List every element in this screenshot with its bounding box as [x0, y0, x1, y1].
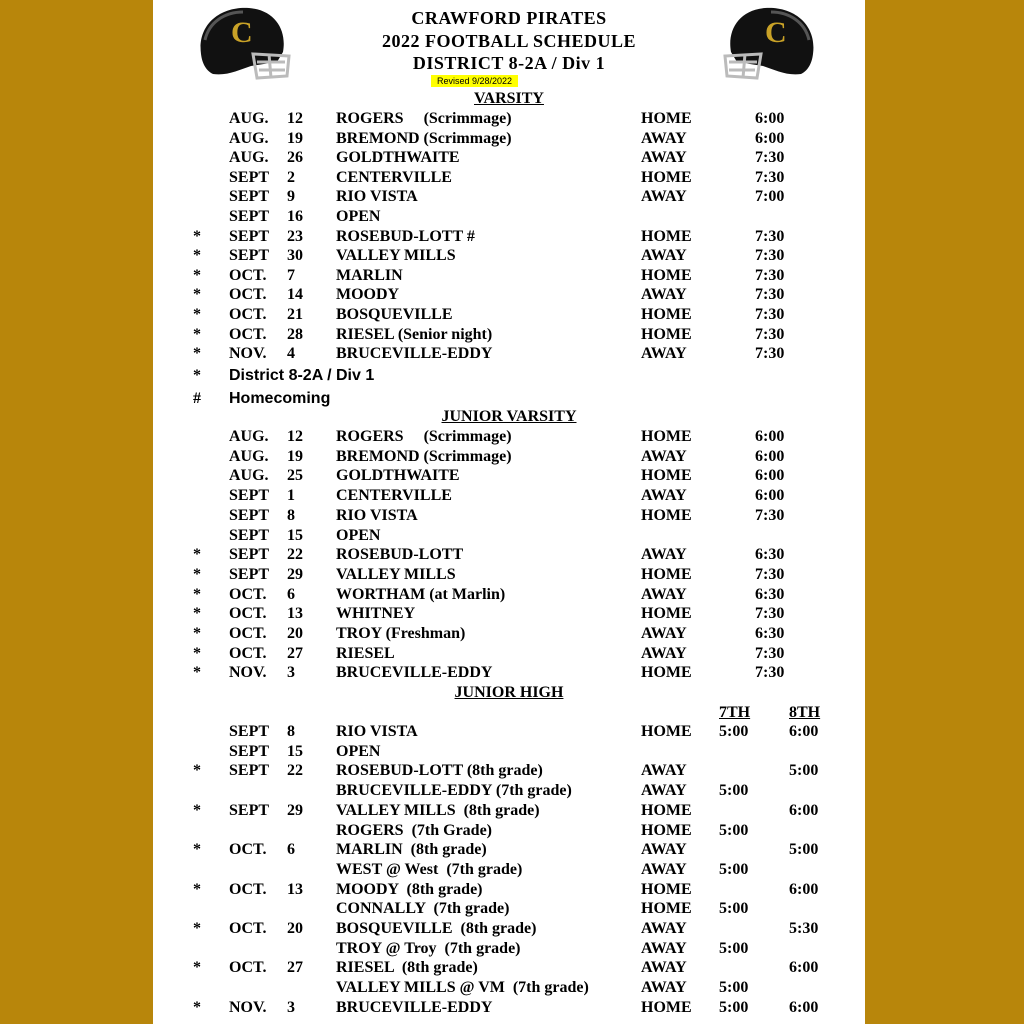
row-opponent: WORTHAM (at Marlin) [336, 585, 506, 603]
row-mark: * [193, 959, 201, 977]
row-time: 7:30 [755, 247, 785, 265]
row-mark: * [193, 762, 201, 780]
jh-row [153, 881, 865, 901]
row-location: AWAY [641, 447, 687, 465]
row-mark: * [193, 227, 201, 245]
row-location: HOME [641, 821, 692, 839]
row-mark: * [193, 625, 201, 642]
row-day: 19 [287, 129, 303, 147]
jv-row [153, 586, 865, 606]
row-month: SEPT [229, 742, 270, 760]
row-location: AWAY [641, 546, 687, 564]
row-location: AWAY [641, 625, 687, 642]
row-time: 6:00 [755, 428, 785, 445]
row-time: 7:30 [755, 266, 785, 284]
row-location: HOME [641, 506, 692, 524]
section-title-jv: JUNIOR VARSITY [441, 408, 577, 425]
row-time: 7:30 [755, 227, 785, 245]
jv-row [153, 428, 865, 448]
row-month: NOV. [229, 664, 267, 682]
varsity-row [153, 208, 865, 228]
row-day: 3 [287, 664, 295, 682]
row-month: SEPT [229, 227, 270, 245]
varsity-row [153, 149, 865, 169]
row-day: 16 [287, 208, 303, 225]
title-line-3: DISTRICT 8-2A / Div 1 [412, 53, 606, 73]
row-month: AUG. [229, 149, 269, 167]
helmet-letter-left: C [231, 16, 253, 49]
row-location: AWAY [641, 860, 687, 878]
row-opponent: OPEN [336, 208, 381, 225]
jv-row [153, 645, 865, 665]
jv-row [153, 546, 865, 566]
row-day: 30 [287, 247, 303, 265]
row-location: AWAY [641, 129, 687, 147]
row-day: 14 [287, 286, 303, 304]
row-day: 26 [287, 149, 303, 167]
row-location: AWAY [641, 345, 687, 363]
row-month: AUG. [229, 129, 269, 147]
row-mark: * [193, 286, 201, 304]
row-opponent: BOSQUEVILLE (8th grade) [336, 920, 537, 937]
row-location: AWAY [641, 959, 687, 977]
row-day: 3 [287, 998, 295, 1016]
row-month: OCT. [229, 325, 267, 343]
row-opponent: GOLDTHWAITE [336, 467, 460, 485]
row-day: 20 [287, 625, 303, 642]
row-day: 4 [287, 345, 295, 363]
row-time: 7:30 [755, 506, 785, 524]
row-opponent: VALLEY MILLS [336, 247, 456, 265]
row-month: SEPT [229, 487, 270, 505]
row-opponent: ROGERS (Scrimmage) [336, 428, 512, 445]
row-opponent: VALLEY MILLS [336, 565, 456, 583]
row-day: 21 [287, 306, 303, 323]
row-location: AWAY [641, 979, 687, 997]
row-location: AWAY [641, 920, 687, 937]
row-month: SEPT [229, 565, 270, 583]
row-time: 7:30 [755, 565, 785, 583]
row-mark: * [193, 247, 201, 265]
row-opponent: TROY (Freshman) [336, 625, 466, 642]
row-time-7th: 5:00 [719, 821, 749, 839]
col-7th-header: 7TH [719, 704, 751, 721]
jv-row [153, 625, 865, 645]
row-opponent: VALLEY MILLS @ VM (7th grade) [336, 979, 589, 997]
row-opponent: OPEN [336, 742, 381, 760]
row-time-7th: 5:00 [719, 900, 749, 918]
row-mark: * [193, 306, 201, 323]
row-mark: * [193, 546, 201, 564]
row-day: 6 [287, 585, 295, 603]
row-time-7th: 5:00 [719, 998, 749, 1016]
row-day: 29 [287, 801, 303, 819]
row-opponent: RIO VISTA [336, 723, 418, 740]
row-time-7th: 5:00 [719, 979, 749, 997]
row-location: AWAY [641, 644, 687, 662]
row-location: HOME [641, 467, 692, 485]
row-opponent: GOLDTHWAITE [336, 149, 460, 167]
row-day: 23 [287, 227, 303, 245]
row-day: 7 [287, 266, 295, 284]
row-month: SEPT [229, 526, 270, 544]
row-location: AWAY [641, 149, 687, 167]
row-opponent: MARLIN [336, 266, 403, 284]
row-time: 6:00 [755, 110, 785, 127]
row-month: SEPT [229, 168, 270, 186]
row-mark: * [193, 880, 201, 898]
row-time-8th: 6:00 [789, 801, 819, 819]
row-opponent: BRUCEVILLE-EDDY [336, 664, 493, 682]
row-mark: * [193, 644, 201, 662]
row-day: 2 [287, 168, 295, 186]
row-month: AUG. [229, 428, 269, 445]
row-day: 12 [287, 110, 303, 127]
row-time-8th: 5:30 [789, 920, 819, 937]
note-text: District 8-2A / Div 1 [229, 367, 375, 384]
row-day: 15 [287, 526, 303, 544]
row-day: 12 [287, 428, 303, 445]
row-day: 8 [287, 506, 295, 524]
row-time: 6:30 [755, 625, 785, 642]
jh-row [153, 723, 865, 743]
varsity-row [153, 267, 865, 287]
note-row [153, 367, 865, 387]
section-title-junior-high: JUNIOR HIGH [454, 684, 564, 701]
row-mark: * [193, 345, 201, 363]
jv-row [153, 605, 865, 625]
row-opponent: MOODY (8th grade) [336, 880, 483, 898]
row-location: AWAY [641, 188, 687, 206]
row-opponent: BOSQUEVILLE [336, 306, 453, 323]
row-location: HOME [641, 605, 692, 623]
row-opponent: RIO VISTA [336, 188, 418, 206]
row-month: AUG. [229, 467, 269, 485]
row-location: HOME [641, 266, 692, 284]
row-month: OCT. [229, 920, 267, 937]
row-mark: * [193, 565, 201, 583]
row-time: 7:30 [755, 345, 785, 363]
row-opponent: RIESEL [336, 644, 395, 662]
row-time-7th: 5:00 [719, 723, 749, 740]
row-opponent: BRUCEVILLE-EDDY (7th grade) [336, 782, 572, 800]
varsity-row [153, 228, 865, 248]
row-opponent: BRUCEVILLE-EDDY [336, 998, 493, 1016]
row-opponent: BREMOND (Scrimmage) [336, 447, 512, 465]
row-opponent: RIESEL (Senior night) [336, 325, 493, 343]
row-day: 27 [287, 959, 303, 977]
row-mark: * [193, 664, 201, 682]
row-opponent: ROGERS (Scrimmage) [336, 110, 512, 127]
section-title-varsity: VARSITY [474, 90, 544, 107]
row-day: 1 [287, 487, 295, 505]
row-opponent: TROY @ Troy (7th grade) [336, 939, 521, 957]
jv-row [153, 467, 865, 487]
row-time-7th: 5:00 [719, 860, 749, 878]
jh-row [153, 940, 865, 960]
title-line-2: 2022 FOOTBALL SCHEDULE [381, 31, 637, 51]
row-location: AWAY [641, 286, 687, 304]
title-line-1: CRAWFORD PIRATES [411, 8, 607, 28]
row-month: OCT. [229, 266, 267, 284]
row-time-8th: 5:00 [789, 841, 819, 859]
row-day: 28 [287, 325, 303, 343]
row-opponent: BREMOND (Scrimmage) [336, 129, 512, 147]
row-location: AWAY [641, 782, 687, 800]
revised-date-badge: Revised 9/28/2022 [431, 75, 518, 87]
row-location: HOME [641, 801, 692, 819]
row-month: SEPT [229, 546, 270, 564]
row-opponent: CENTERVILLE [336, 168, 452, 186]
row-opponent: MOODY [336, 286, 400, 304]
row-day: 9 [287, 188, 295, 206]
row-time: 6:00 [755, 129, 785, 147]
row-time-8th: 6:00 [789, 998, 819, 1016]
row-time: 7:30 [755, 286, 785, 304]
row-time: 7:30 [755, 306, 785, 323]
varsity-row [153, 286, 865, 306]
row-time-8th: 5:00 [789, 762, 819, 780]
row-month: OCT. [229, 585, 267, 603]
jh-row [153, 743, 865, 763]
col-8th-header: 8TH [789, 704, 821, 721]
row-time: 6:00 [755, 467, 785, 485]
row-time: 6:30 [755, 546, 785, 564]
row-opponent: CONNALLY (7th grade) [336, 900, 510, 918]
jh-row [153, 979, 865, 999]
row-time-8th: 6:00 [789, 723, 819, 740]
jv-row [153, 527, 865, 547]
row-time: 7:30 [755, 605, 785, 623]
row-month: OCT. [229, 644, 267, 662]
row-time: 7:30 [755, 168, 785, 186]
row-time: 7:30 [755, 664, 785, 682]
row-day: 19 [287, 447, 303, 465]
row-month: SEPT [229, 188, 270, 206]
row-mark: * [193, 266, 201, 284]
row-month: OCT. [229, 841, 267, 859]
row-month: SEPT [229, 506, 270, 524]
helmet-letter-right: C [765, 16, 787, 49]
varsity-row [153, 326, 865, 346]
row-month: SEPT [229, 208, 270, 225]
row-day: 22 [287, 546, 303, 564]
row-month: SEPT [229, 247, 270, 265]
row-location: HOME [641, 723, 692, 740]
row-time-8th: 6:00 [789, 880, 819, 898]
jv-row [153, 566, 865, 586]
jh-row [153, 861, 865, 881]
row-location: AWAY [641, 939, 687, 957]
jh-row [153, 999, 865, 1019]
row-opponent: RIO VISTA [336, 506, 418, 524]
row-month: OCT. [229, 880, 267, 898]
row-month: OCT. [229, 625, 267, 642]
row-mark: * [193, 801, 201, 819]
row-location: AWAY [641, 841, 687, 859]
row-day: 8 [287, 723, 295, 740]
row-month: NOV. [229, 345, 267, 363]
row-day: 22 [287, 762, 303, 780]
row-mark: * [193, 998, 201, 1016]
jh-row [153, 802, 865, 822]
row-time: 6:00 [755, 447, 785, 465]
row-opponent: RIESEL (8th grade) [336, 959, 478, 977]
row-location: HOME [641, 880, 692, 898]
row-time: 6:00 [755, 487, 785, 505]
varsity-row [153, 247, 865, 267]
row-mark: * [193, 325, 201, 343]
row-day: 27 [287, 644, 303, 662]
row-day: 6 [287, 841, 295, 859]
row-location: HOME [641, 227, 692, 245]
row-month: OCT. [229, 605, 267, 623]
row-day: 13 [287, 880, 303, 898]
row-month: NOV. [229, 998, 267, 1016]
jh-row [153, 822, 865, 842]
row-day: 20 [287, 920, 303, 937]
row-opponent: WHITNEY [336, 605, 416, 623]
row-month: OCT. [229, 286, 267, 304]
row-month: SEPT [229, 762, 270, 780]
row-opponent: BRUCEVILLE-EDDY [336, 345, 493, 363]
jh-row [153, 782, 865, 802]
varsity-row [153, 130, 865, 150]
row-opponent: MARLIN (8th grade) [336, 841, 487, 859]
row-opponent: ROSEBUD-LOTT (8th grade) [336, 762, 543, 780]
row-location: HOME [641, 306, 692, 323]
row-time-8th: 6:00 [789, 959, 819, 977]
row-location: AWAY [641, 585, 687, 603]
row-mark: * [193, 841, 201, 859]
jh-column-headers [153, 704, 865, 724]
row-opponent: OPEN [336, 526, 381, 544]
row-time: 7:30 [755, 644, 785, 662]
note-mark: # [193, 390, 201, 407]
row-day: 29 [287, 565, 303, 583]
row-location: AWAY [641, 762, 687, 780]
row-time-7th: 5:00 [719, 782, 749, 800]
jh-row [153, 841, 865, 861]
jh-row [153, 959, 865, 979]
row-time: 6:30 [755, 585, 785, 603]
row-time: 7:30 [755, 149, 785, 167]
row-time-7th: 5:00 [719, 939, 749, 957]
row-month: AUG. [229, 447, 269, 465]
jh-row [153, 900, 865, 920]
jh-row [153, 762, 865, 782]
note-mark: * [193, 367, 201, 384]
row-location: HOME [641, 428, 692, 445]
row-month: SEPT [229, 723, 270, 740]
jv-row [153, 507, 865, 527]
row-time: 7:30 [755, 325, 785, 343]
row-location: HOME [641, 168, 692, 186]
varsity-row [153, 110, 865, 130]
varsity-row [153, 188, 865, 208]
note-text: Homecoming [229, 390, 331, 407]
schedule-page [153, 0, 865, 1024]
row-opponent: ROSEBUD-LOTT [336, 546, 464, 564]
jv-row [153, 664, 865, 684]
row-opponent: ROGERS (7th Grade) [336, 821, 492, 839]
row-location: AWAY [641, 487, 687, 505]
jh-row [153, 920, 865, 940]
row-opponent: VALLEY MILLS (8th grade) [336, 801, 540, 819]
row-month: OCT. [229, 306, 267, 323]
row-month: OCT. [229, 959, 267, 977]
row-mark: * [193, 585, 201, 603]
row-month: AUG. [229, 110, 269, 127]
row-day: 13 [287, 605, 303, 623]
varsity-row [153, 306, 865, 326]
row-mark: * [193, 920, 201, 937]
row-opponent: WEST @ West (7th grade) [336, 860, 523, 878]
note-row [153, 390, 865, 410]
row-location: HOME [641, 565, 692, 583]
row-mark: * [193, 605, 201, 623]
varsity-row [153, 169, 865, 189]
row-month: SEPT [229, 801, 270, 819]
row-opponent: ROSEBUD-LOTT # [336, 227, 475, 245]
varsity-row [153, 345, 865, 365]
row-time: 7:00 [755, 188, 785, 206]
row-opponent: CENTERVILLE [336, 487, 452, 505]
jv-row [153, 487, 865, 507]
row-location: HOME [641, 110, 692, 127]
row-location: AWAY [641, 247, 687, 265]
row-location: HOME [641, 664, 692, 682]
row-location: HOME [641, 900, 692, 918]
row-location: HOME [641, 325, 692, 343]
row-location: HOME [641, 998, 692, 1016]
row-day: 25 [287, 467, 303, 485]
row-day: 15 [287, 742, 303, 760]
jv-row [153, 448, 865, 468]
